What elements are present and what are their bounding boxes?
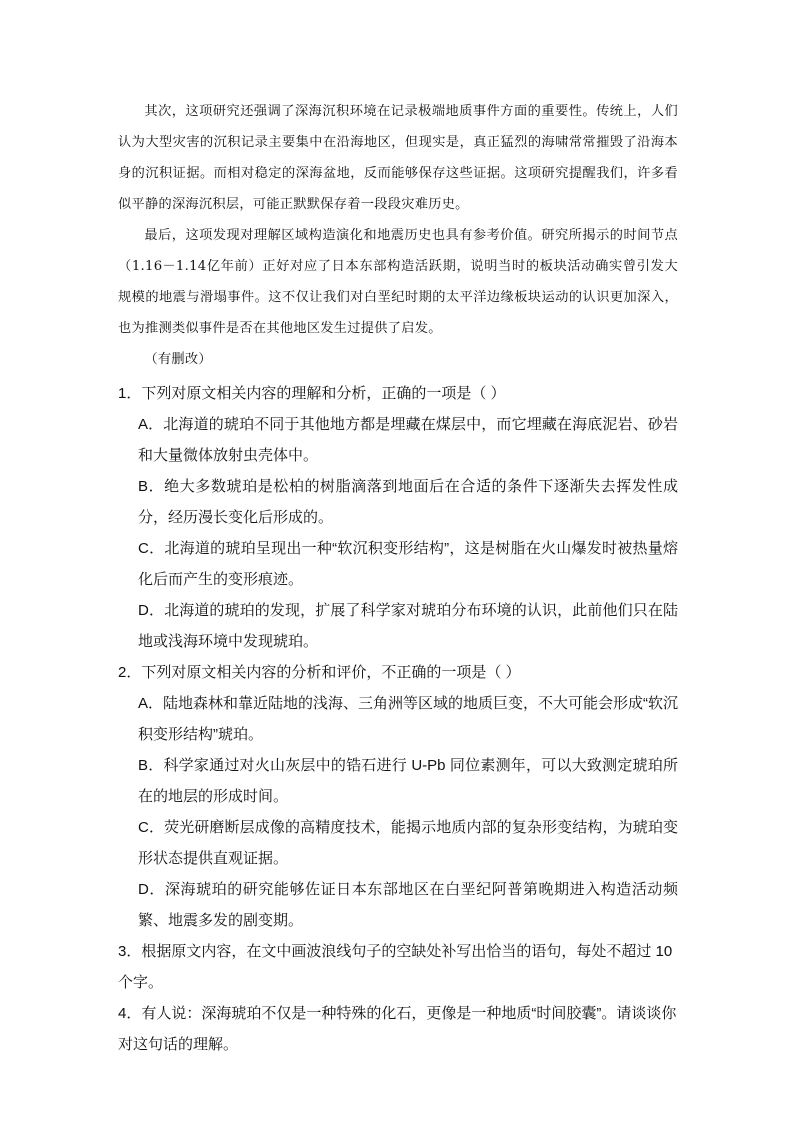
question-3 (118, 936, 678, 998)
passage (118, 96, 678, 375)
option-c: C．荧光研磨断层成像的高精度技术，能揭示地质内部的复杂形变结构，为琥珀变形状态提供直观证据。 (138, 819, 678, 867)
question-number: 2． (118, 664, 142, 681)
option-b: B．科学家通过对火山灰层中的锆石进行 U-Pb 同位素测年，可以大致测定琥珀所在的地层的形成时间。 (138, 757, 678, 805)
question-number: 4． (118, 1005, 142, 1022)
question-stem (118, 378, 678, 409)
option-b: B．绝大多数琥珀是松柏的树脂滴落到地面后在合适的条件下逐渐失去挥发性成分，经历漫长变化后形成的。 (138, 478, 678, 526)
question-stem (118, 657, 678, 688)
option-d: D．北海道的琥珀的发现，扩展了科学家对琥珀分布环境的认识，此前他们只在陆地或浅海环境中发现琥珀。 (138, 602, 678, 650)
question-4 (118, 998, 678, 1060)
question-number: 3． (118, 943, 142, 960)
source-note: （有删改） (144, 352, 212, 367)
question-number: 1． (118, 385, 142, 402)
question-stem (118, 936, 678, 998)
question-stem (118, 998, 678, 1060)
option-a: A．陆地森林和靠近陆地的浅海、三角洲等区域的地质巨变，不大可能会形成“软沉积变形结构”琥珀。 (138, 695, 679, 743)
question-text: 有人说：深海琥珀不仅是一种特殊的化石，更像是一种地质“时间胶囊”。请谈谈你对这句话的理解。 (118, 1005, 677, 1053)
question-1 (118, 378, 678, 657)
option-a: A．北海道的琥珀不同于其他地方都是埋藏在煤层中，而它埋藏在海底泥岩、砂岩和大量微体放射虫壳体中。 (138, 416, 678, 464)
question-text: 下列对原文相关内容的分析和评价，不正确的一项是（ ） (141, 664, 521, 681)
question-list (118, 378, 678, 1060)
question-2 (118, 657, 678, 936)
question-text: 根据原文内容，在文中画波浪线句子的空缺处补写出恰当的语句，每处不超过 10 个字。 (118, 943, 673, 991)
option-c: C．北海道的琥珀呈现出一种“软沉积变形结构”，这是树脂在火山爆发时被热量熔化后而产生的变形痕迹。 (138, 540, 678, 588)
option-d: D．深海琥珀的研究能够佐证日本东部地区在白垩纪阿普第晚期进入构造活动频繁、地震多发的剧变期。 (138, 881, 678, 929)
passage-paragraph: 其次，这项研究还强调了深海沉积环境在记录极端地质事件方面的重要性。传统上，人们认为大型灾害的沉积记录主要集中在沿海地区，但现实是，真正猛烈的海啸常常摧毁了沿海本身的沉积证据。而相对稳定的深海盆地，反而能够保存这些证据。这项研究提醒我们，许多看似平静的深海沉积层，可能正默默保存着一段段灾难历史。 (118, 104, 678, 212)
passage-paragraph: 最后，这项发现对理解区域构造演化和地震历史也具有参考价值。研究所揭示的时间节点（1.16－1.14亿年前）正好对应了日本东部构造活跃期，说明当时的板块活动确实曾引发大规模的地震与滑塌事件。这不仅让我们对白垩纪时期的太平洋边缘板块运动的认识更加深入，也为推测类似事件是否在其他地区发生过提供了启发。 (118, 228, 678, 336)
question-text: 下列对原文相关内容的理解和分析，正确的一项是（ ） (141, 385, 506, 402)
